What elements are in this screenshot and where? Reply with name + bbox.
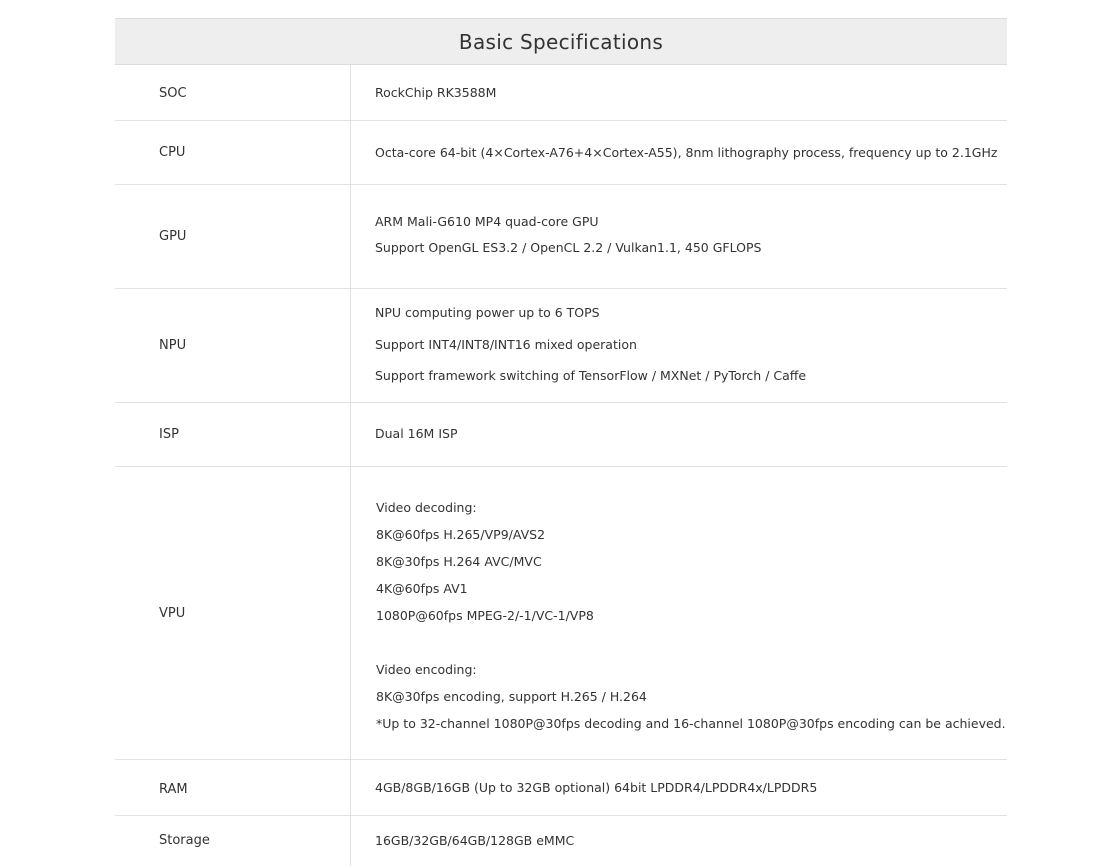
table-row-isp	[115, 403, 1007, 467]
row-label: SOC	[115, 65, 351, 120]
value-line: Octa-core 64-bit (4×Cortex-A76+4×Cortex-A55), 8nm lithography process, frequency up to 2.1GHz	[375, 145, 998, 160]
row-value	[351, 816, 1007, 866]
row-value	[351, 467, 1007, 759]
value-line: 8K@30fps H.264 AVC/MVC	[376, 553, 542, 569]
value-line: 1080P@60fps MPEG-2/-1/VC-1/VP8	[376, 607, 594, 623]
row-value	[351, 760, 1007, 815]
row-value	[351, 289, 1007, 402]
value-line: 16GB/32GB/64GB/128GB eMMC	[375, 832, 575, 848]
value-line: 4GB/8GB/16GB (Up to 32GB optional) 64bit LPDDR4/LPDDR4x/LPDDR5	[375, 780, 818, 795]
value-line: *Up to 32-channel 1080P@30fps decoding and 16-channel 1080P@30fps encoding can be achieved.	[376, 715, 1006, 731]
row-label: NPU	[115, 289, 351, 402]
value-line: 4K@60fps AV1	[376, 580, 468, 596]
value-line: Support framework switching of TensorFlow / MXNet / PyTorch / Caffe	[375, 368, 807, 384]
value-line: Video decoding:	[376, 499, 477, 515]
value-line: 8K@60fps H.265/VP9/AVS2	[376, 526, 546, 542]
row-label: RAM	[115, 760, 351, 815]
table-row-vpu	[115, 467, 1007, 760]
row-label: VPU	[115, 467, 351, 759]
value-line: Support OpenGL ES3.2 / OpenCL 2.2 / Vulkan1.1, 450 GFLOPS	[375, 239, 762, 255]
value-line: RockChip RK3588M	[375, 85, 497, 100]
spec-table	[115, 18, 1007, 866]
value-line: Video encoding:	[376, 661, 477, 677]
row-label: GPU	[115, 185, 351, 288]
value-line: Support INT4/INT8/INT16 mixed operation	[375, 336, 637, 352]
row-value	[351, 65, 1007, 120]
table-row-soc	[115, 65, 1007, 121]
row-label: Storage	[115, 816, 351, 866]
table-row-npu	[115, 289, 1007, 403]
row-value	[351, 403, 1007, 466]
table-row-cpu	[115, 121, 1007, 185]
row-label: CPU	[115, 121, 351, 184]
value-line: NPU computing power up to 6 TOPS	[375, 305, 600, 321]
value-line: ARM Mali-G610 MP4 quad-core GPU	[375, 213, 599, 229]
table-row-storage	[115, 816, 1007, 866]
row-label: ISP	[115, 403, 351, 466]
table-row-ram	[115, 760, 1007, 816]
section-spacer	[376, 629, 1007, 656]
value-line: Dual 16M ISP	[375, 426, 458, 441]
table-row-gpu	[115, 185, 1007, 289]
row-value	[351, 185, 1007, 288]
row-value	[351, 121, 1007, 184]
table-title: Basic Specifications	[115, 18, 1007, 65]
value-line: 8K@30fps encoding, support H.265 / H.264	[376, 688, 647, 704]
